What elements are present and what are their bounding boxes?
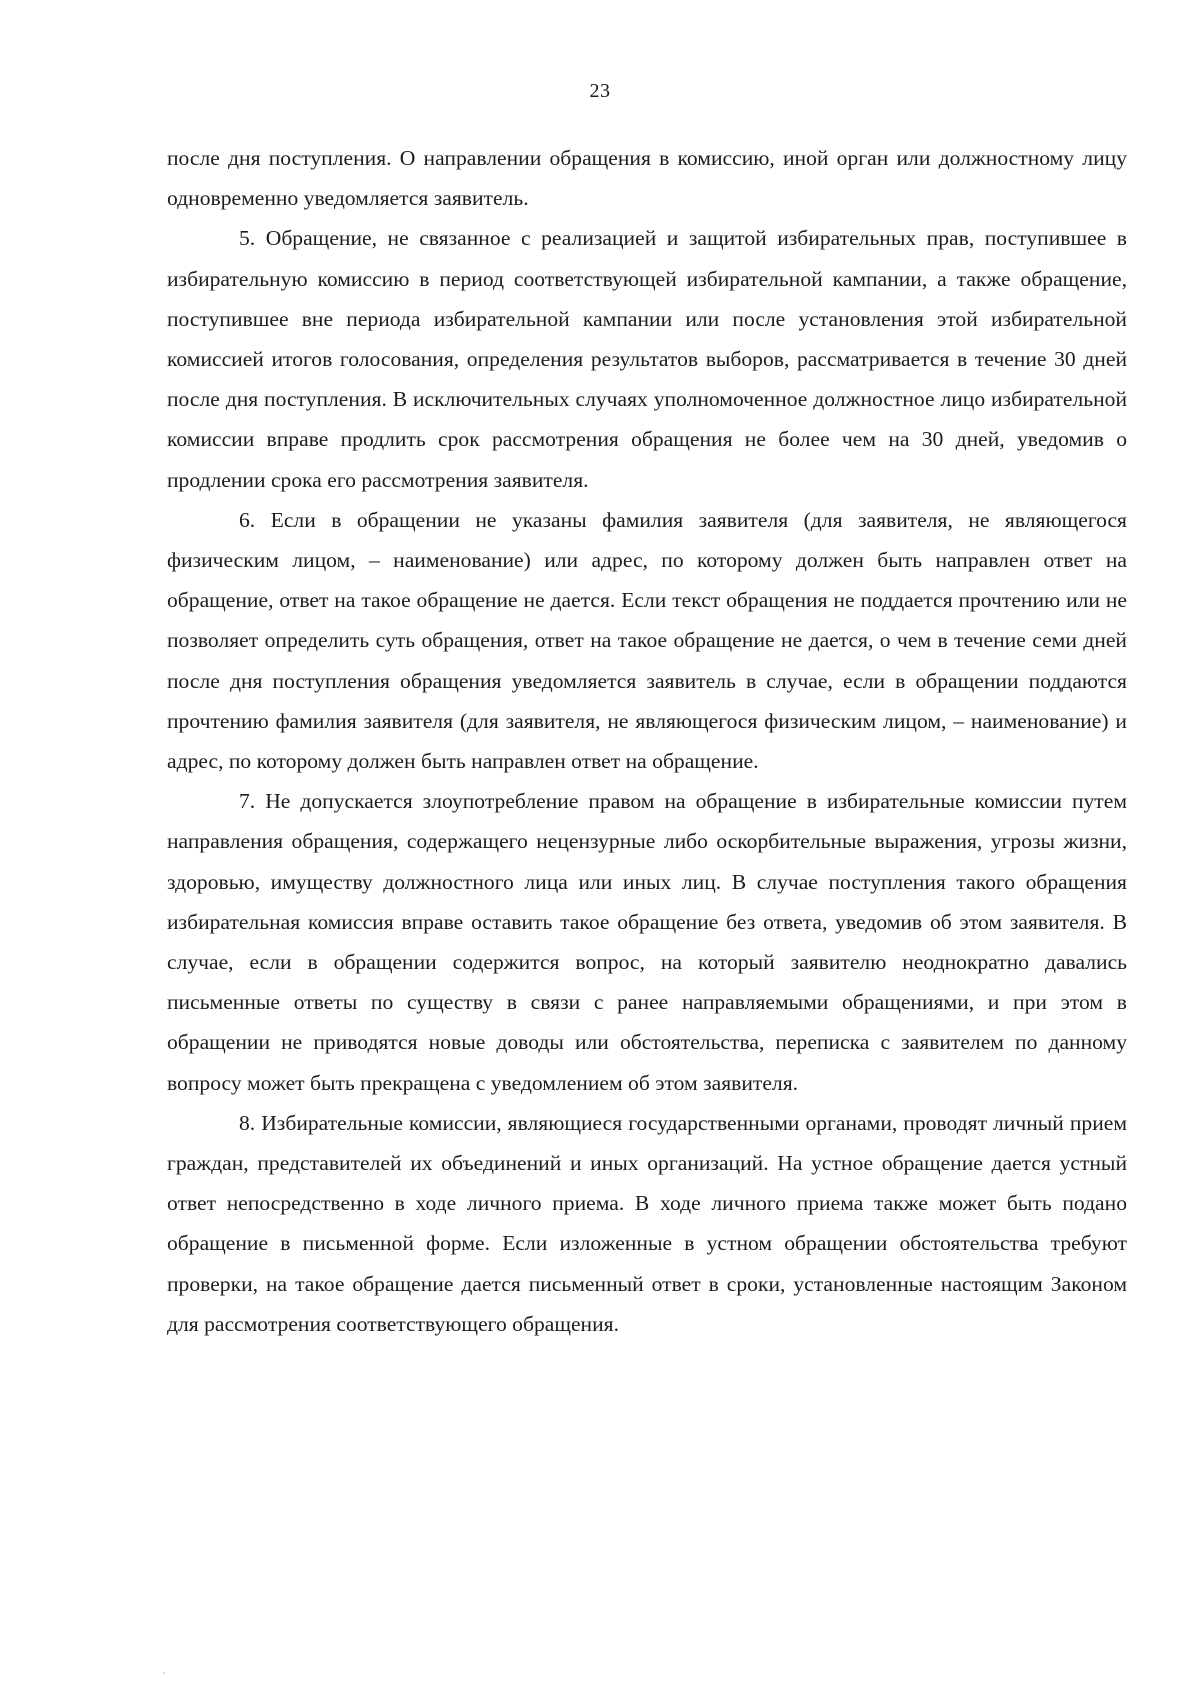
scan-speck — [163, 1672, 165, 1674]
paragraph-item-7: 7. Не допускается злоупотребление правом на обращение в избирательные комиссии путем направления обращения, содержащего нецензурные либо оскорбительные выражения, угрозы жизни, здоровью, имуществу должностного лица или иных лиц. В случае поступления такого обращения избирательная комиссия вправе оставить такое обращение без ответа, уведомив об этом заявителя. В случае, если в обращении содержится вопрос, на который заявителю неоднократно давались письменные ответы по существу в связи с ранее направляемыми обращениями, и при этом в обращении не приводятся новые доводы или обстоятельства, переписка с заявителем по данному вопросу может быть прекращена с уведомлением об этом заявителя. — [167, 789, 1127, 1095]
paragraph-item-8: 8. Избирательные комиссии, являющиеся государственными органами, проводят личный прием граждан, представителей их объединений и иных организаций. На устное обращение дается устный ответ непосредственно в ходе личного приема. В ходе личного приема также может быть подано обращение в письменной форме. Если изложенные в устном обращении обстоятельства требуют проверки, на такое обращение дается письменный ответ в сроки, установленные настоящим Законом для рассмотрения соответствующего обращения. — [167, 1110, 1127, 1336]
page-number: 23 — [589, 80, 611, 102]
paragraph-item-6: 6. Если в обращении не указаны фамилия заявителя (для заявителя, не являющегося физическим лицом, – наименование) или адрес, по которому должен быть направлен ответ на обращение, ответ на такое обращение не дается. Если текст обращения не поддается прочтению или не позволяет определить суть обращения, ответ на такое обращение не дается, о чем в течение семи дней после дня поступления обращения уведомляется заявитель в случае, если в обращении поддаются прочтению фамилия заявителя (для заявителя, не являющегося физическим лицом, – наименование) и адрес, по которому должен быть направлен ответ на обращение. — [167, 507, 1127, 774]
body-text — [167, 138, 1127, 1344]
paragraph-continuation: после дня поступления. О направлении обращения в комиссию, иной орган или должностному лицу одновременно уведомляется заявитель. — [167, 146, 1127, 211]
paragraph-item-5: 5. Обращение, не связанное с реализацией и защитой избирательных прав, поступившее в избирательную комиссию в период соответствующей избирательной кампании, а также обращение, поступившее вне периода избирательной кампании или после установления этой избирательной комиссией итогов голосования, определения результатов выборов, рассматривается в течение 30 дней после дня поступления. В исключительных случаях уполномоченное должностное лицо избирательной комиссии вправе продлить срок рассмотрения обращения не более чем на 30 дней, уведомив о продлении срока его рассмотрения заявителя. — [167, 226, 1127, 492]
